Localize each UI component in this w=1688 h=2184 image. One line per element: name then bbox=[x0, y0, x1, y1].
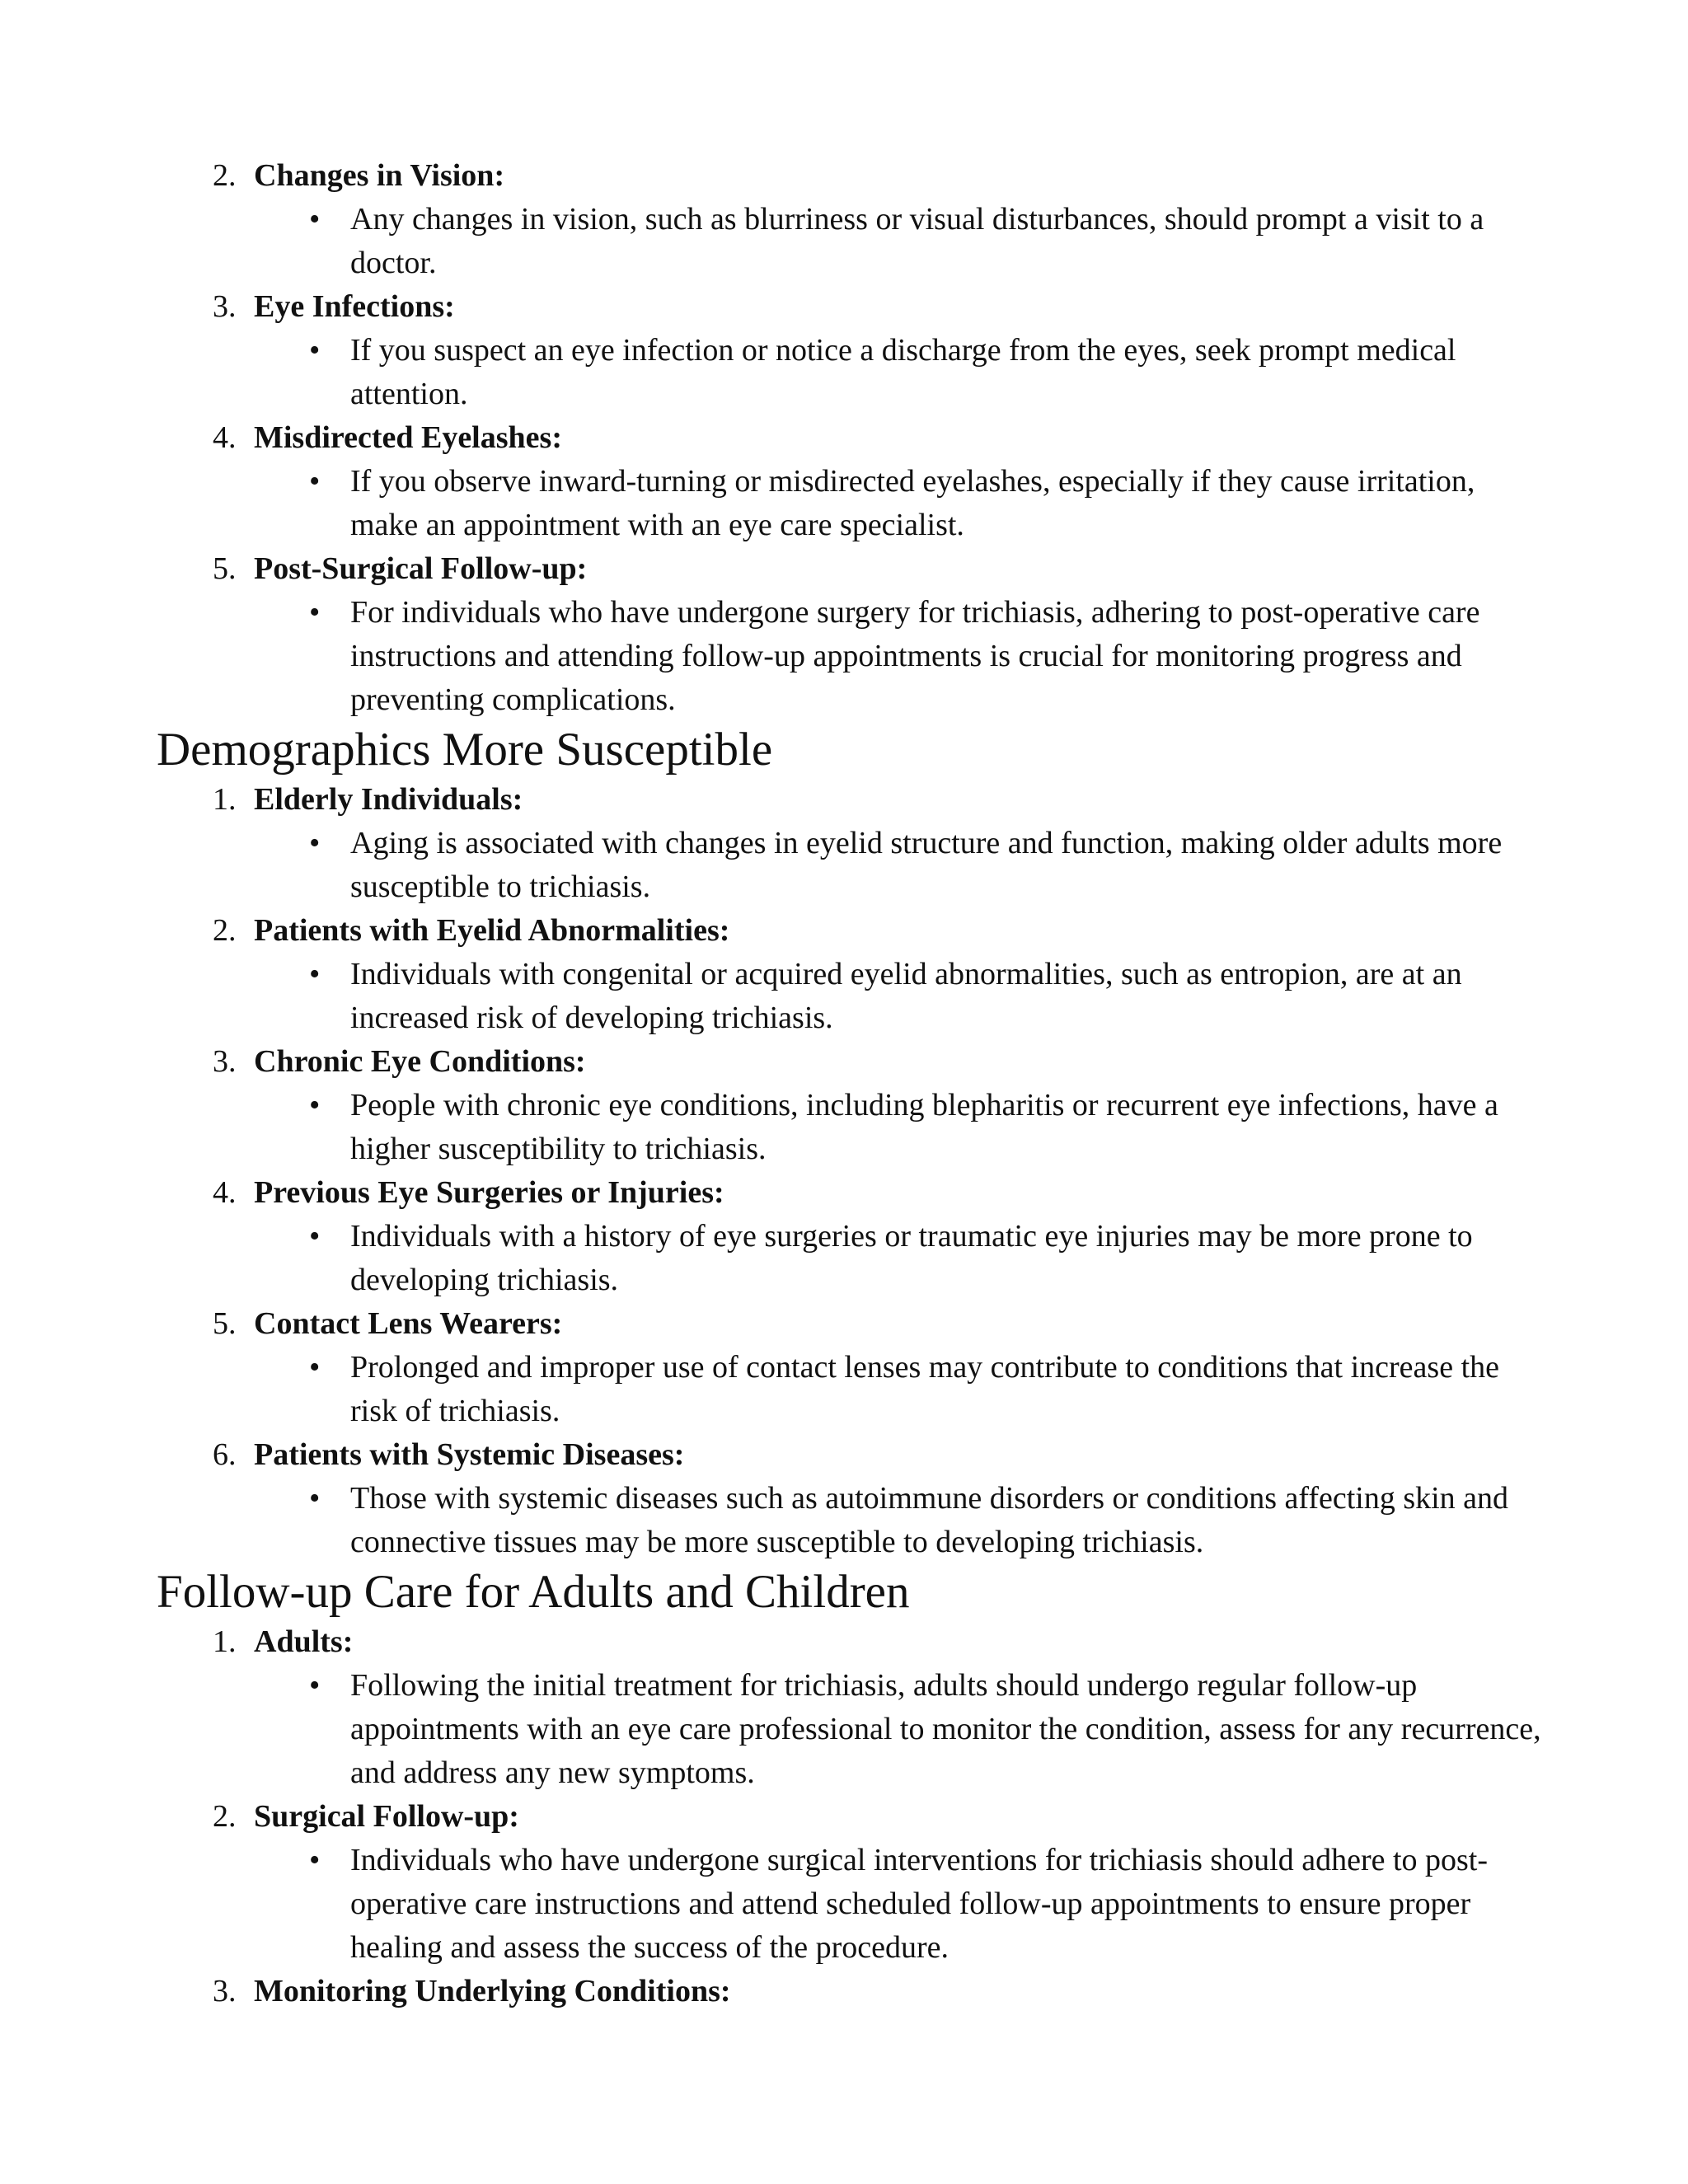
list-item-title: Patients with Systemic Diseases: bbox=[254, 1437, 685, 1472]
bullet-item bbox=[157, 329, 1541, 416]
list-item-title: Eye Infections: bbox=[254, 289, 455, 324]
bullet-glyph: • bbox=[309, 1350, 321, 1385]
bullet-item bbox=[157, 198, 1541, 285]
bullet-glyph: • bbox=[309, 1481, 321, 1516]
list-item-title: Patients with Eyelid Abnormalities: bbox=[254, 913, 730, 948]
numbered-list-follow-up-care bbox=[157, 1620, 1541, 2013]
bullet-item bbox=[157, 1215, 1541, 1302]
list-item-title: Misdirected Eyelashes: bbox=[254, 420, 562, 455]
list-item-number: 3. bbox=[213, 1044, 237, 1079]
list-item bbox=[157, 1433, 1541, 1477]
list-item-number: 2. bbox=[213, 913, 237, 948]
numbered-list-when-to-see-doctor bbox=[157, 154, 1541, 722]
list-item-title: Elderly Individuals: bbox=[254, 782, 523, 817]
list-item bbox=[157, 1970, 1541, 2013]
bullet-item bbox=[157, 822, 1541, 909]
bullet-item bbox=[157, 1346, 1541, 1433]
list-item-title: Adults: bbox=[254, 1624, 354, 1659]
bullet-glyph: • bbox=[309, 826, 321, 860]
bullet-item bbox=[157, 1084, 1541, 1171]
list-item-title: Previous Eye Surgeries or Injuries: bbox=[254, 1175, 724, 1210]
list-item-number: 4. bbox=[213, 420, 237, 455]
bullet-text: Aging is associated with changes in eyelid structure and function, making older adults more susceptible to trichiasis. bbox=[350, 826, 1503, 904]
list-item-number: 3. bbox=[213, 289, 237, 324]
section-heading-follow-up-care: Follow-up Care for Adults and Children bbox=[157, 1566, 910, 1618]
list-item bbox=[157, 285, 1541, 329]
bullet-text: Any changes in vision, such as blurriness or visual disturbances, should prompt a visit to a doctor. bbox=[350, 202, 1484, 280]
list-item-number: 2. bbox=[213, 158, 237, 193]
bullet-glyph: • bbox=[309, 1219, 321, 1254]
bullet-glyph: • bbox=[309, 1843, 321, 1877]
document-content bbox=[157, 154, 1541, 2013]
bullet-item bbox=[157, 1664, 1541, 1795]
bullet-item bbox=[157, 1839, 1541, 1970]
list-item-number: 1. bbox=[213, 782, 237, 817]
list-item-title: Chronic Eye Conditions: bbox=[254, 1044, 586, 1079]
list-item-title: Monitoring Underlying Conditions: bbox=[254, 1974, 731, 2008]
list-item bbox=[157, 1620, 1541, 1664]
list-item bbox=[157, 1302, 1541, 1346]
bullet-glyph: • bbox=[309, 464, 321, 499]
bullet-glyph: • bbox=[309, 957, 321, 991]
bullet-item bbox=[157, 460, 1541, 547]
list-item bbox=[157, 778, 1541, 822]
bullet-item bbox=[157, 1477, 1541, 1564]
bullet-text: If you observe inward-turning or misdirected eyelashes, especially if they cause irritation, make an appointment with an eye care specialist. bbox=[350, 464, 1475, 542]
bullet-text: Following the initial treatment for trichiasis, adults should undergo regular follow-up appointments with an eye care professional to monitor the condition, assess for any recurrence, and address any new symptoms. bbox=[350, 1668, 1541, 1790]
list-item-title: Surgical Follow-up: bbox=[254, 1799, 519, 1834]
numbered-list-demographics bbox=[157, 778, 1541, 1564]
bullet-item bbox=[157, 591, 1541, 722]
list-item bbox=[157, 154, 1541, 198]
list-item-number: 3. bbox=[213, 1974, 237, 2008]
list-item bbox=[157, 1040, 1541, 1084]
list-item-title: Post-Surgical Follow-up: bbox=[254, 551, 588, 586]
bullet-text: Those with systemic diseases such as autoimmune disorders or conditions affecting skin and connective tissues may be more susceptible to developing trichiasis. bbox=[350, 1481, 1509, 1559]
bullet-text: If you suspect an eye infection or notice a discharge from the eyes, seek prompt medical attention. bbox=[350, 333, 1456, 411]
bullet-item bbox=[157, 953, 1541, 1040]
list-item-number: 5. bbox=[213, 1306, 237, 1341]
bullet-text: For individuals who have undergone surgery for trichiasis, adhering to post-operative care instructions and attending follow-up appointments is crucial for monitoring progress and preventing complications. bbox=[350, 595, 1480, 717]
list-item bbox=[157, 547, 1541, 591]
bullet-glyph: • bbox=[309, 1088, 321, 1122]
list-item-number: 4. bbox=[213, 1175, 237, 1210]
section-heading-demographics: Demographics More Susceptible bbox=[157, 724, 773, 776]
list-item bbox=[157, 1171, 1541, 1215]
list-item bbox=[157, 909, 1541, 953]
list-item bbox=[157, 416, 1541, 460]
bullet-glyph: • bbox=[309, 202, 321, 237]
bullet-text: People with chronic eye conditions, including blepharitis or recurrent eye infections, have a higher susceptibility to trichiasis. bbox=[350, 1088, 1498, 1166]
bullet-glyph: • bbox=[309, 333, 321, 368]
list-item-number: 6. bbox=[213, 1437, 237, 1472]
list-item-number: 2. bbox=[213, 1799, 237, 1834]
bullet-text: Prolonged and improper use of contact lenses may contribute to conditions that increase the risk of trichiasis. bbox=[350, 1350, 1499, 1428]
bullet-text: Individuals who have undergone surgical interventions for trichiasis should adhere to post-operative care instructions and attend scheduled follow-up appointments to ensure proper healing and assess the success of the procedure. bbox=[350, 1843, 1489, 1965]
bullet-text: Individuals with a history of eye surgeries or traumatic eye injuries may be more prone to developing trichiasis. bbox=[350, 1219, 1473, 1297]
bullet-text: Individuals with congenital or acquired eyelid abnormalities, such as entropion, are at an increased risk of developing trichiasis. bbox=[350, 957, 1462, 1035]
list-item-number: 1. bbox=[213, 1624, 237, 1659]
list-item-number: 5. bbox=[213, 551, 237, 586]
list-item bbox=[157, 1795, 1541, 1839]
bullet-glyph: • bbox=[309, 595, 321, 630]
list-item-title: Contact Lens Wearers: bbox=[254, 1306, 563, 1341]
list-item-title: Changes in Vision: bbox=[254, 158, 505, 193]
bullet-glyph: • bbox=[309, 1668, 321, 1703]
